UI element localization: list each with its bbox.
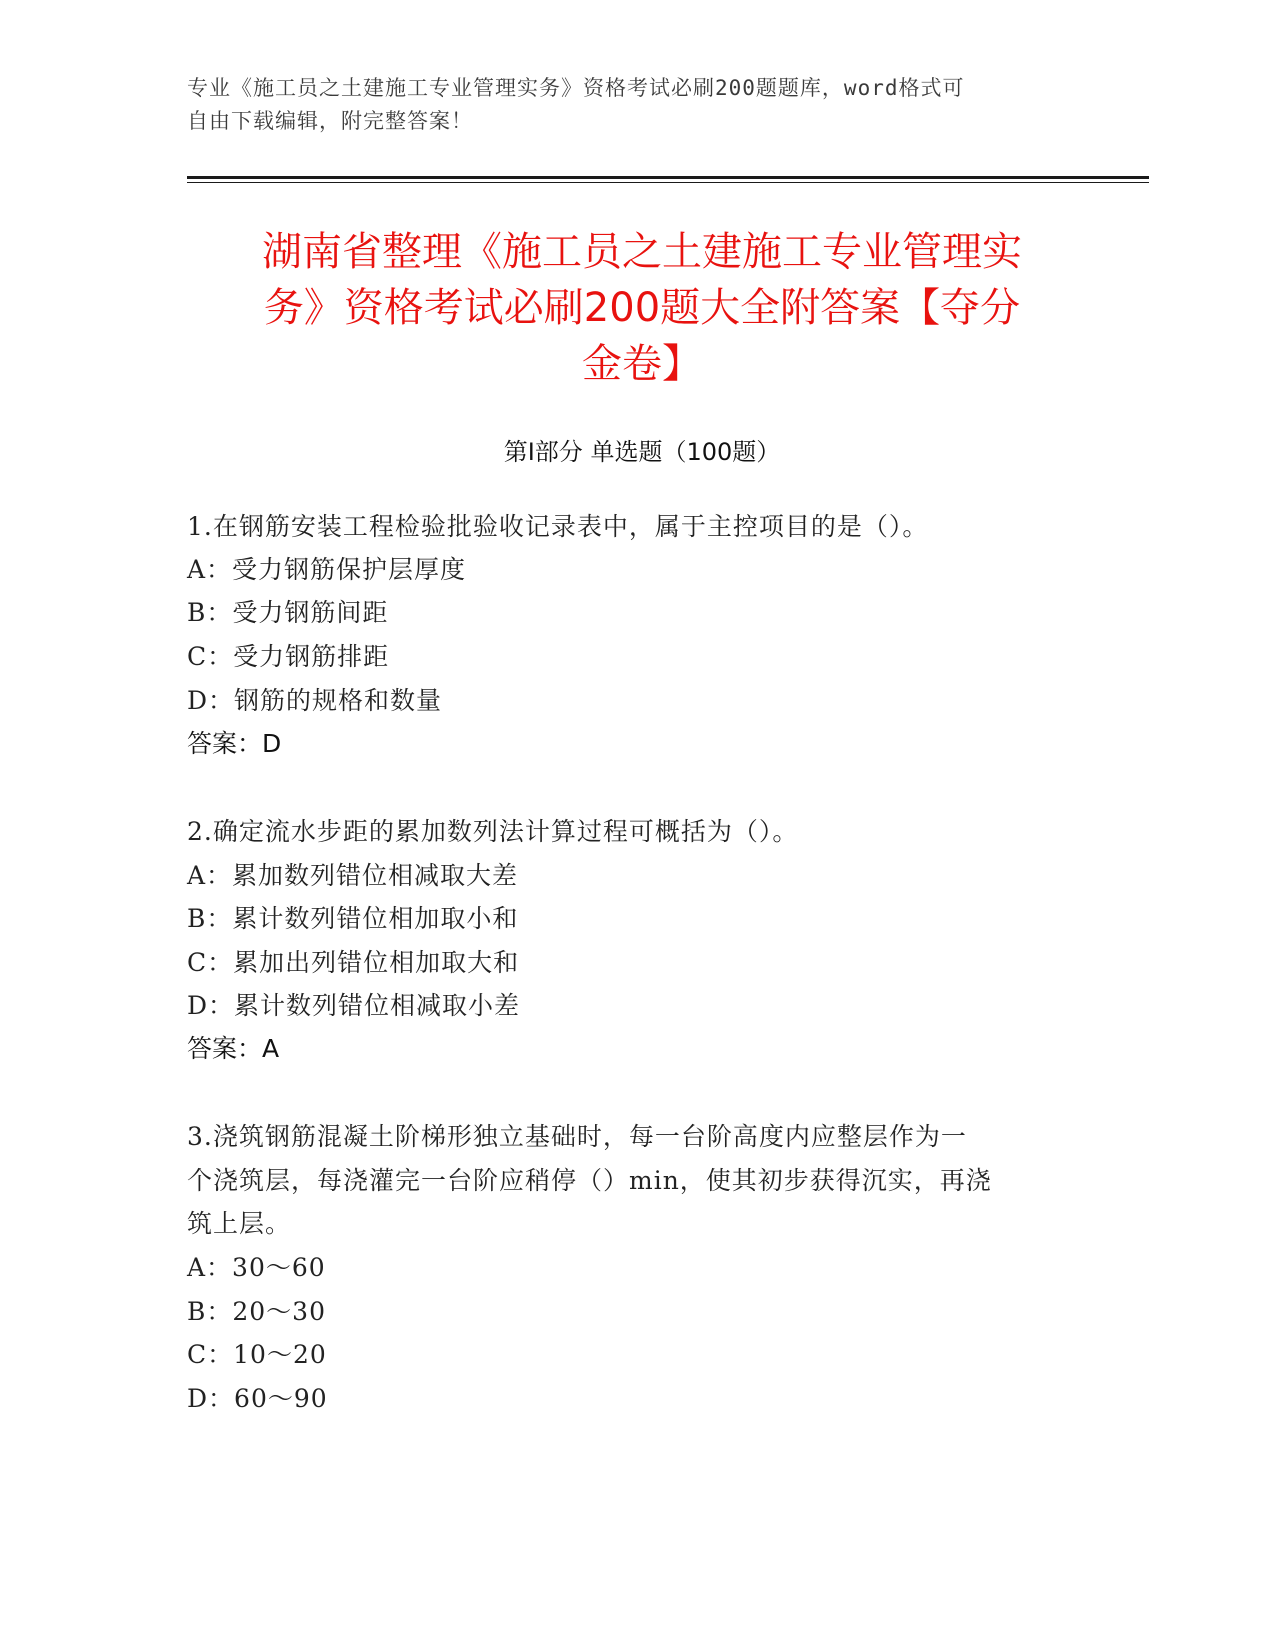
question-2-option-d: D：累计数列错位相减取小差 <box>187 991 521 1020</box>
question-3-stem-line-1: 3.浇筑钢筋混凝土阶梯形独立基础时，每一台阶高度内应整层作为一 <box>187 1122 967 1151</box>
header-rule-thin <box>187 182 1149 183</box>
question-3-option-c: C：10～20 <box>187 1340 327 1369</box>
title-line-2: 务》资格考试必刷200题大全附答案【夺分 <box>263 285 1021 331</box>
title-line-1: 湖南省整理《施工员之土建施工专业管理实 <box>262 229 1022 275</box>
question-2-answer: 答案：A <box>187 1034 280 1063</box>
question-1-option-b: B：受力钢筋间距 <box>187 598 389 627</box>
intro-line-2: 自由下载编辑，附完整答案！ <box>187 109 473 133</box>
question-3-option-a: A：30～60 <box>187 1253 326 1282</box>
header-rule-thick <box>187 176 1149 179</box>
question-1-option-d: D：钢筋的规格和数量 <box>187 686 443 715</box>
question-3-stem-line-3: 筑上层。 <box>187 1209 292 1238</box>
question-1-answer: 答案：D <box>187 729 282 758</box>
section-heading: 第Ⅰ部分 单选题（100题） <box>503 438 781 466</box>
question-1-stem: 1.在钢筋安装工程检验批验收记录表中，属于主控项目的是（）。 <box>187 512 929 541</box>
question-3-stem-line-2: 个浇筑层，每浇灌完一台阶应稍停（）min，使其初步获得沉实，再浇 <box>187 1166 992 1195</box>
question-3-option-d: D：60～90 <box>187 1384 328 1413</box>
question-2-stem: 2.确定流水步距的累加数列法计算过程可概括为（）。 <box>187 817 799 846</box>
title-line-3: 金卷】 <box>582 341 702 387</box>
intro-text <box>187 72 1067 138</box>
question-3-option-b: B：20～30 <box>187 1297 326 1326</box>
question-1-option-c: C：受力钢筋排距 <box>187 642 390 671</box>
question-2-option-b: B：累计数列错位相加取小和 <box>187 904 519 933</box>
intro-line-1: 专业《施工员之土建施工专业管理实务》资格考试必刷200题题库，word格式可 <box>187 76 965 100</box>
question-2-option-c: C：累加出列错位相加取大和 <box>187 948 520 977</box>
document-title <box>187 224 1097 392</box>
question-2-option-a: A：累加数列错位相减取大差 <box>187 861 519 890</box>
question-1-option-a: A：受力钢筋保护层厚度 <box>187 555 467 584</box>
